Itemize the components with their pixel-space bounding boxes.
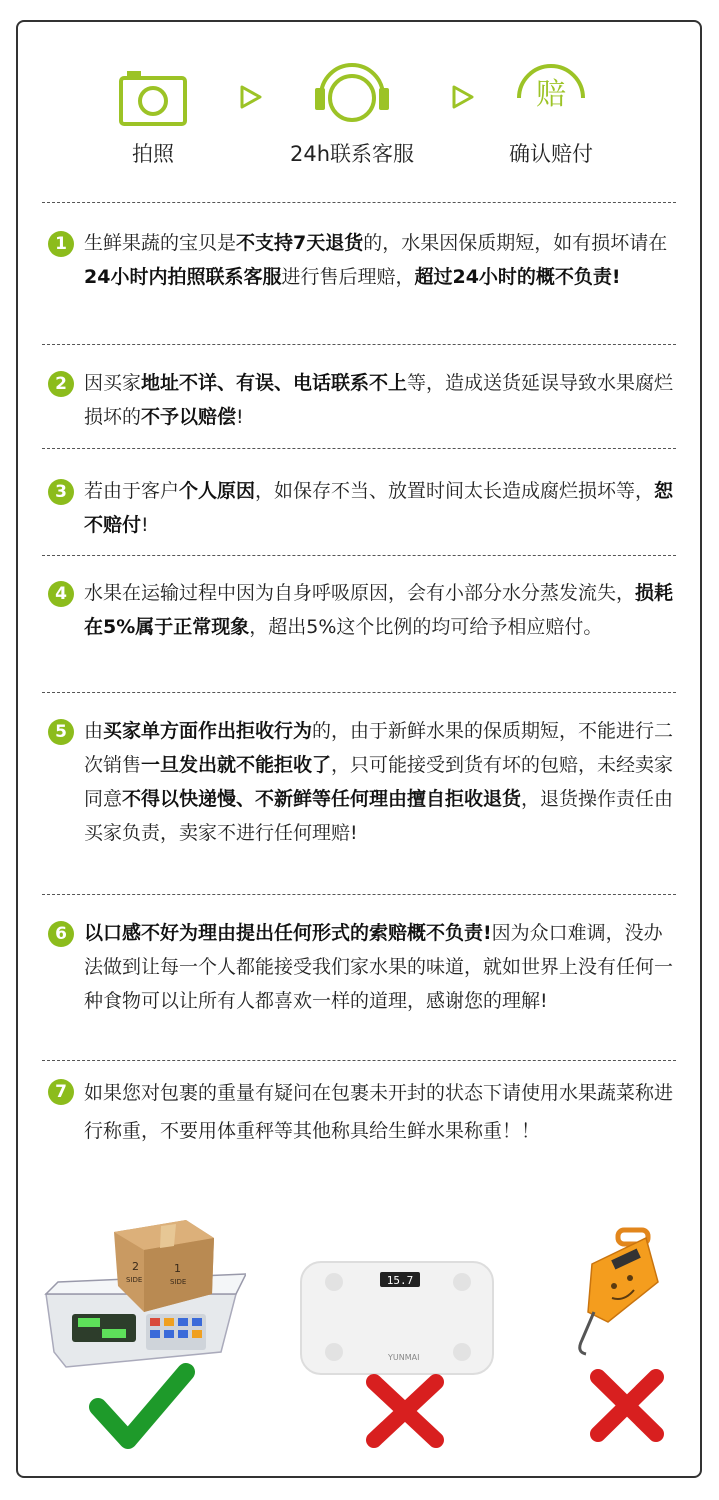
rule-text-segment: ，如保存不当、放置时间太长造成腐烂损坏等， [255, 480, 655, 502]
rule-text [84, 366, 674, 434]
rule-text-segment: ! [236, 406, 244, 428]
divider [42, 448, 676, 449]
box-label: SIDE [126, 1276, 143, 1284]
rule-7 [48, 1074, 674, 1150]
rule-text-segment: 若由于客户 [84, 480, 180, 502]
rule-1 [48, 226, 674, 294]
compensation-glyph: 赔 [536, 77, 566, 112]
divider [42, 894, 676, 895]
rule-number: 5 [48, 719, 74, 745]
box-label: SIDE [170, 1278, 187, 1286]
rule-text-segment: 因为众口难调，没办法做到让每一个人都能接受我们家水果的味道，就如世界上没有任何一种食物可以让所有人都喜欢一样的道理，感谢您的理解! [84, 922, 674, 1012]
camera-icon [117, 66, 189, 128]
rule-text [84, 916, 674, 1018]
rule-text [84, 226, 674, 294]
divider [42, 555, 676, 556]
rule-text-segment: 水果在运输过程中因为自身呼吸原因，会有小部分水分蒸发流失， [84, 582, 636, 604]
policy-card [16, 20, 702, 1478]
rule-2 [48, 366, 674, 434]
rule-number: 2 [48, 371, 74, 397]
divider [42, 692, 676, 693]
rule-text-segment: 的，水果因保质期短，如有损坏请在 [363, 232, 668, 254]
bathroom-scale-image [296, 1202, 506, 1462]
rule-3 [48, 474, 674, 542]
step-label: 确认赔付 [509, 142, 593, 166]
rule-text-segment: 进行售后理赔， [281, 266, 415, 288]
rule-text-bold: 以口感不好为理由提出任何形式的索赔概不负责! [84, 922, 492, 944]
step-photo [63, 58, 243, 168]
rule-text-bold: 超过24小时的概不负责! [414, 266, 621, 288]
divider [42, 1060, 676, 1061]
rule-5 [48, 714, 674, 850]
check-icon [98, 1372, 186, 1440]
rule-number: 4 [48, 581, 74, 607]
rule-text-segment: 等，造成送货延误导致水果腐烂损坏的 [84, 372, 674, 428]
divider [42, 202, 676, 203]
scale-display: 15.7 [386, 1274, 414, 1287]
rule-text [84, 714, 674, 850]
rule-text-segment: 因买家 [84, 372, 142, 394]
rule-text-segment: ! [141, 514, 149, 536]
rule-text-segment: ，超出5%这个比例的均可给予相应赔付。 [249, 616, 603, 638]
rule-text-bold: 个人原因 [179, 480, 256, 502]
step-label: 拍照 [132, 142, 174, 166]
rule-text-bold: 买家单方面作出拒收行为 [103, 720, 313, 742]
headset-icon [311, 58, 393, 128]
rule-text [84, 576, 674, 644]
rule-6 [48, 916, 674, 1018]
cross-icon [598, 1377, 656, 1434]
rule-text-segment: ，退货操作责任由买家负责，卖家不进行任何理赔! [84, 788, 674, 844]
step-service [262, 58, 442, 168]
scale-brand: YUNMAI [388, 1353, 420, 1362]
cross-icon [374, 1382, 436, 1440]
rule-text-segment: 如果您对包裹的重量有疑问在包裹未开封的状态下请使用水果蔬菜称进行称重，不要用体重秤等其他称具给生鲜水果称重！！ [84, 1082, 674, 1142]
rule-4 [48, 576, 674, 644]
rule-text [84, 1074, 674, 1150]
fruit-scale-image [36, 1202, 246, 1462]
rule-text-bold: 恕不赔付 [84, 480, 674, 536]
rule-text-bold: 24小时内拍照联系客服 [84, 266, 282, 288]
rule-number: 7 [48, 1079, 74, 1105]
rule-text [84, 474, 674, 542]
compensation-icon [511, 58, 591, 128]
rule-text-segment: ，只可能接受到货有坏的包赔，未经卖家同意 [84, 754, 674, 810]
rule-number: 3 [48, 479, 74, 505]
rule-text-segment: 的，由于新鲜水果的保质期短，不能进行二次销售 [84, 720, 674, 776]
rule-text-bold: 一旦发出就不能拒收了 [141, 754, 332, 776]
rule-text-segment: 生鲜果蔬的宝贝是 [84, 232, 237, 254]
rule-text-bold: 地址不详、有误、电话联系不上 [141, 372, 408, 394]
scales-illustration [18, 1202, 700, 1472]
rule-number: 1 [48, 231, 74, 257]
rule-text-bold: 不支持7天退货 [236, 232, 364, 254]
rule-text-bold: 不予以赔偿 [141, 406, 237, 428]
rule-number: 6 [48, 921, 74, 947]
rule-text-bold: 损耗在5%属于正常现象 [84, 582, 674, 638]
step-compensation [461, 58, 641, 168]
box-label: 2 [132, 1260, 139, 1273]
divider [42, 344, 676, 345]
box-label: 1 [174, 1262, 181, 1275]
rule-text-bold: 不得以快递慢、不新鲜等任何理由擅自拒收退货 [122, 788, 522, 810]
process-steps [18, 58, 700, 188]
hanging-scale-image [538, 1202, 688, 1462]
rule-text-segment: 由 [84, 720, 104, 742]
step-label: 24h联系客服 [289, 142, 415, 166]
